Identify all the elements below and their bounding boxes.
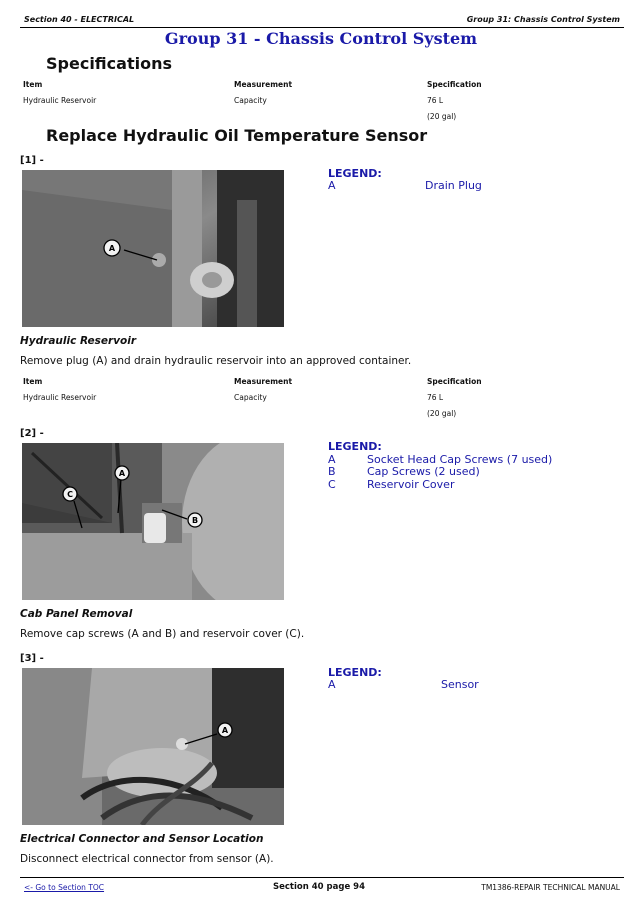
spec-item: Hydraulic Reservoir xyxy=(23,393,97,402)
sensor-location-photo xyxy=(22,668,284,825)
group-title: Group 31 - Chassis Control System xyxy=(164,29,478,48)
callout-a-label: A xyxy=(118,469,126,478)
manual-title: TM1386-REPAIR TECHNICAL MANUAL xyxy=(481,883,620,892)
spec-item: Hydraulic Reservoir xyxy=(23,96,97,105)
legend-key-a: A xyxy=(328,453,336,466)
spec-col-specification: Specification xyxy=(427,80,482,89)
instruction-text: Remove plug (A) and drain hydraulic reservoir into an approved container. xyxy=(20,355,412,367)
legend-key-c: C xyxy=(328,478,336,491)
spec-value: 76 L xyxy=(427,393,444,402)
callout-a-label: A xyxy=(221,726,229,735)
procedure-heading: Replace Hydraulic Oil Temperature Sensor xyxy=(46,126,428,145)
spec-col-measurement: Measurement xyxy=(234,377,293,386)
spec-col-item: Item xyxy=(23,80,43,89)
footer-divider xyxy=(20,877,624,878)
group-header: Group 31: Chassis Control System xyxy=(466,15,620,24)
spec-value: 76 L xyxy=(427,96,444,105)
spec-value-alt: (20 gal) xyxy=(427,112,457,121)
figure-caption: Hydraulic Reservoir xyxy=(20,335,137,347)
page-number: Section 40 page 94 xyxy=(273,882,365,892)
spec-col-item: Item xyxy=(23,377,43,386)
spec-measurement: Capacity xyxy=(234,393,267,402)
legend-key-a: A xyxy=(328,179,336,192)
figure-caption: Electrical Connector and Sensor Location xyxy=(20,833,264,845)
legend-text-a: Socket Head Cap Screws (7 used) xyxy=(367,453,553,466)
callout-a-label: A xyxy=(108,244,116,253)
legend-title: LEGEND: xyxy=(328,167,382,180)
hydraulic-reservoir-photo xyxy=(22,170,284,327)
legend-text-a: Drain Plug xyxy=(425,179,482,192)
spec-col-measurement: Measurement xyxy=(234,80,293,89)
legend-text-c: Reservoir Cover xyxy=(367,478,455,491)
instruction-text: Disconnect electrical connector from sensor (A). xyxy=(20,853,274,865)
section-header: Section 40 - ELECTRICAL xyxy=(24,15,135,24)
step-number: [1] - xyxy=(20,155,44,166)
legend-text-b: Cap Screws (2 used) xyxy=(367,465,480,478)
spec-col-specification: Specification xyxy=(427,377,482,386)
callout-b-label: B xyxy=(191,516,199,525)
legend-key-b: B xyxy=(328,465,336,478)
spec-value-alt: (20 gal) xyxy=(427,409,457,418)
legend-text-a: Sensor xyxy=(441,678,479,691)
spec-measurement: Capacity xyxy=(234,96,267,105)
specifications-heading: Specifications xyxy=(46,54,172,73)
step-number: [2] - xyxy=(20,428,44,439)
instruction-text: Remove cap screws (A and B) and reservoir cover (C). xyxy=(20,628,305,640)
legend-title: LEGEND: xyxy=(328,440,382,453)
header-divider xyxy=(20,27,624,28)
figure-caption: Cab Panel Removal xyxy=(20,608,133,620)
step-number: [3] - xyxy=(20,653,44,664)
legend-key-a: A xyxy=(328,678,336,691)
legend-title: LEGEND: xyxy=(328,666,382,679)
section-toc-link[interactable]: <- Go to Section TOC xyxy=(24,883,105,892)
callout-c-label: C xyxy=(67,490,73,499)
cab-panel-photo xyxy=(22,443,284,600)
